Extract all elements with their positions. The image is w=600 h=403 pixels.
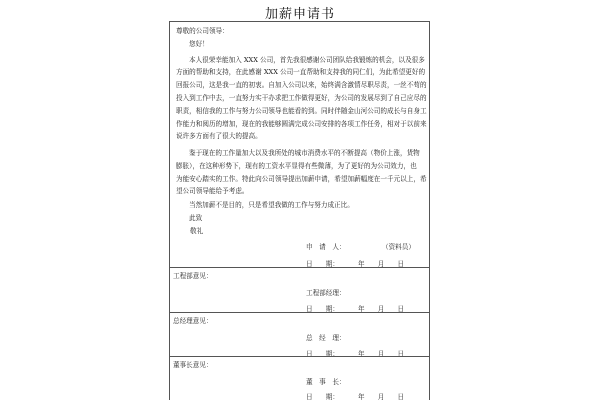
divider [170,356,429,357]
closing-jing-li: 敬礼 [190,227,204,235]
section-heading: 董事长意见： [173,361,213,369]
section-date-value: 年 月 日 [358,350,405,358]
document-title: 加薪申请书 [264,7,335,22]
body-line: 方面的帮助和支持，在此感谢 XXX 公司一直帮助和支持我的同仁们，为此希望更好的 [176,68,426,76]
body-line: 膨胀），在这种形势下，现有的工资水平显得有些微薄，为了更好的为公司效力，也 [176,162,417,170]
body-line: 职责，相信我的工作与努力公司领导也能看的到。同时伴随金山河公司的成长与自身工 [176,107,427,115]
section-heading: 工程部意见： [173,272,213,280]
greeting: 尊敬的公司领导： [176,27,229,35]
body-line: 说许多方面有了很大的提高。 [176,132,262,140]
body-line: 本人很荣幸能加入 XXX 公司，首先我很感谢公司团队给我锻炼的机会，以及很多 [189,56,425,64]
closing-ci-zhi: 此致 [189,214,203,222]
body-line: 投入到工作中去，一直努力实干办求把工作做得更好，为公司的发展尽到了自己应尽的 [176,94,427,102]
applicant-label: 申 请 人： [306,243,346,251]
applicant-date-value: 年 月 日 [358,260,405,268]
section-date-value: 年 月 日 [358,393,405,401]
section-date-label: 日 期： [306,350,339,358]
section-date-value: 年 月 日 [358,305,405,313]
body-line: 为能安心踏实的工作。特此向公司领导提出加薪申请，希望加薪幅度在一千元以上，希 [176,175,427,183]
section-signer: 工程部经理： [306,289,346,297]
section-date-label: 日 期： [306,393,339,401]
body-line: 当然加薪不是目的，只是希望我做的工作与努力成正比。 [189,201,354,209]
body-line: 回报公司，这是我一直的初衷。自加入公司以来，始终满含激情尽职尽责，一丝不苟的 [176,81,427,89]
application-form [169,21,430,400]
body-line: 望公司领导能给予考虑。 [176,187,249,195]
body-line: 作能力和阅历的增加，现在的我能够圆满完成公司安排的各项工作任务，相对于以前来 [176,120,427,128]
body-line: 鉴于现在的工作量加大以及我所处的城市消费水平的不断提高（物价上涨，货物 [189,149,420,157]
section-heading: 总经理意见： [173,317,213,325]
hello-line: 您好！ [189,40,209,48]
applicant-date-label: 日 期： [306,260,339,268]
divider [170,312,429,313]
section-signer: 董 事 长： [306,378,346,386]
applicant-note: （资料员） [382,243,415,251]
section-date-label: 日 期： [306,305,339,313]
divider [170,267,429,268]
section-signer: 总 经 理： [306,334,346,342]
